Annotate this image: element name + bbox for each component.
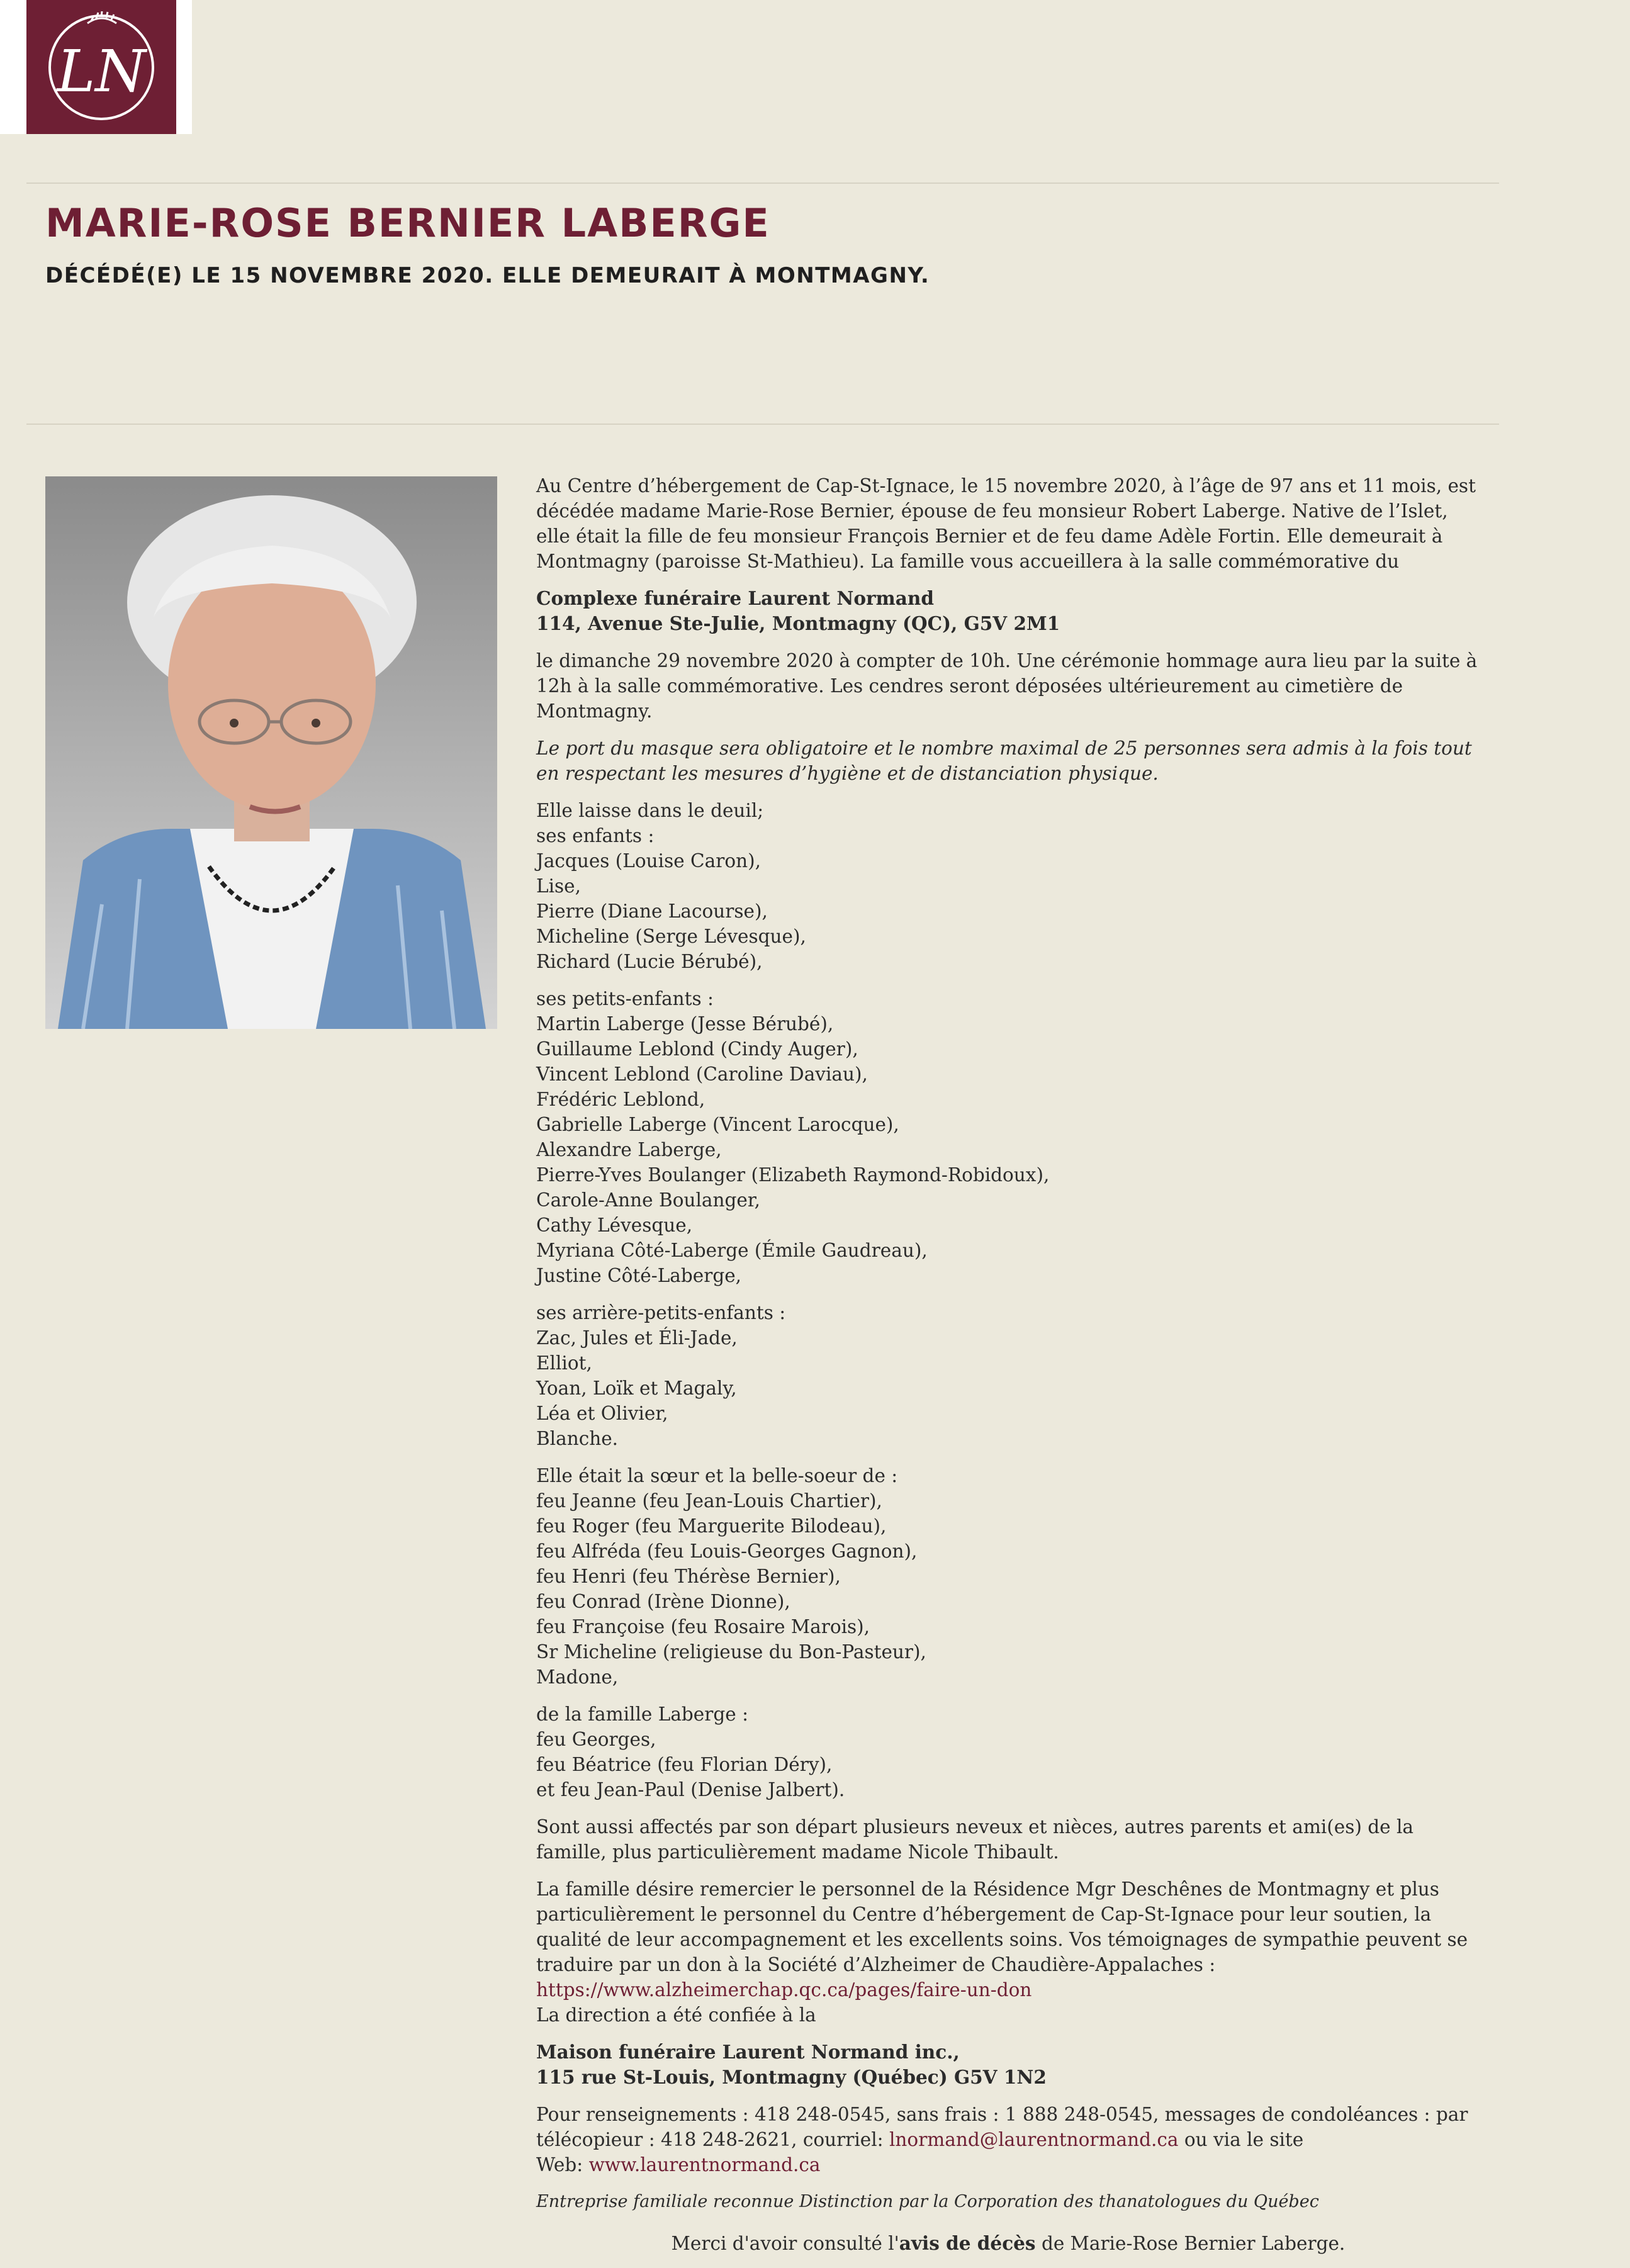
closing-suffix: de Marie-Rose Bernier Laberge. (1041, 2233, 1346, 2254)
list-item: feu Henri (feu Thérèse Bernier), (536, 1566, 841, 1587)
list-item: Léa et Olivier, (536, 1403, 668, 1424)
list-item: ses petits-enfants : (536, 988, 714, 1009)
page-title: MARIE-ROSE BERNIER LABERGE (45, 200, 770, 246)
funeral-home-block (536, 2040, 1480, 2090)
great-grandchildren-list (536, 1300, 1480, 1451)
list-item: Alexandre Laberge, (536, 1139, 722, 1160)
venue-address: 114, Avenue Ste-Julie, Montmagny (QC), G5V 2M1 (536, 612, 1060, 634)
section-divider (26, 424, 1499, 425)
contact-suffix: ou via le site (1184, 2129, 1304, 2150)
list-item: feu Alfréda (feu Louis-Georges Gagnon), (536, 1541, 918, 1562)
death-date-subtitle: DÉCÉDÉ(E) LE 15 NOVEMBRE 2020. ELLE DEMEURAIT À MONTMAGNY. (45, 263, 930, 288)
obituary-text (536, 473, 1480, 2268)
children-list (536, 798, 1480, 974)
list-item: Elle laisse dans le deuil; (536, 800, 764, 821)
venue-name: Complexe funéraire Laurent Normand (536, 587, 934, 609)
list-item: Vincent Leblond (Caroline Daviau), (536, 1064, 868, 1085)
list-item: feu Jeanne (feu Jean-Louis Chartier), (536, 1490, 882, 1512)
laberge-family-list (536, 1702, 1480, 1802)
list-item: Carole-Anne Boulanger, (536, 1189, 761, 1211)
thanks-text: La famille désire remercier le personnel de la Résidence Mgr Deschênes de Montmagny et plus particulièrement le personnel du Centre d’hébergement de Cap-St-Ignace pour leur soutien, la qualité de leur accompagnement et les excellents soins. Vos témoignages de sympathie peuvent se traduire par un don à la Société d’Alzheimer de Chaudière-Appalaches : (536, 1878, 1468, 1975)
list-item: Gabrielle Laberge (Vincent Larocque), (536, 1114, 899, 1135)
list-item: Zac, Jules et Éli-Jade, (536, 1327, 738, 1349)
list-item: Elliot, (536, 1352, 592, 1374)
closing-prefix: Merci d'avoir consulté l' (671, 2233, 899, 2254)
donation-link[interactable]: https://www.alzheimerchap.qc.ca/pages/faire-un-don (536, 1979, 1032, 2001)
distinction-note: Entreprise familiale reconnue Distinction par la Corporation des thanatologues du Québec (536, 2192, 1319, 2211)
list-item: feu Béatrice (feu Florian Déry), (536, 1754, 833, 1775)
funeral-home-address: 115 rue St-Louis, Montmagny (Québec) G5V 1N2 (536, 2066, 1047, 2088)
ln-monogram-icon (38, 4, 164, 130)
list-item: Martin Laberge (Jesse Bérubé), (536, 1013, 834, 1035)
list-item: Yoan, Loïk et Magaly, (536, 1378, 737, 1399)
direction-line: La direction a été confiée à la (536, 2004, 816, 2026)
intro-paragraph: Au Centre d’hébergement de Cap-St-Ignace, le 15 novembre 2020, à l’âge de 97 ans et 11 mois, est décédée madame Marie-Rose Bernier, épouse de feu monsieur Robert Laberge. Native de l’Islet, elle était la fille de feu monsieur François Bernier et de feu dame Adèle Fortin. Elle demeurait à Montmagny (paroisse St-Mathieu). La famille vous accueillera à la salle commémorative du (536, 475, 1476, 572)
mask-notice: Le port du masque sera obligatoire et le nombre maximal de 25 personnes sera admis à la fois tout en respectant les mesures d’hygiène et de distanciation physique. (536, 738, 1472, 784)
email-link[interactable]: lnormand@laurentnormand.ca (889, 2129, 1179, 2150)
siblings-list (536, 1463, 1480, 1690)
grandchildren-list (536, 986, 1480, 1288)
deceased-portrait (45, 476, 497, 1029)
list-item: feu Conrad (Irène Dionne), (536, 1591, 790, 1612)
list-item: Elle était la sœur et la belle-soeur de : (536, 1465, 898, 1486)
site-logo[interactable] (26, 0, 176, 134)
list-item: ses arrière-petits-enfants : (536, 1302, 786, 1323)
list-item: Micheline (Serge Lévesque), (536, 926, 806, 947)
list-item: Lise, (536, 875, 581, 897)
list-item: feu Françoise (feu Rosaire Marois), (536, 1616, 870, 1637)
contact-text: Pour renseignements : 418 248-0545, sans frais : 1 888 248-0545, messages de condoléances : par télécopieur : 418 248-2621, courriel: (536, 2104, 1468, 2150)
contact-paragraph (536, 2102, 1480, 2177)
list-item: Jacques (Louise Caron), (536, 850, 761, 872)
list-item: Frédéric Leblond, (536, 1089, 705, 1110)
list-item: Richard (Lucie Bérubé), (536, 951, 763, 972)
closing-bold: avis de décès (899, 2232, 1036, 2254)
logo-text: LN (57, 37, 146, 105)
list-item: Cathy Lévesque, (536, 1215, 693, 1236)
list-item: Myriana Côté-Laberge (Émile Gaudreau), (536, 1240, 928, 1261)
funeral-home-name: Maison funéraire Laurent Normand inc., (536, 2041, 960, 2063)
list-item: et feu Jean-Paul (Denise Jalbert). (536, 1779, 845, 1800)
list-item: Guillaume Leblond (Cindy Auger), (536, 1038, 858, 1060)
portrait-illustration (45, 476, 497, 1029)
list-item: Pierre (Diane Lacourse), (536, 901, 768, 922)
venue-block (536, 586, 1480, 636)
list-item: de la famille Laberge : (536, 1704, 749, 1725)
list-item: feu Georges, (536, 1729, 656, 1750)
schedule-paragraph: le dimanche 29 novembre 2020 à compter de 10h. Une cérémonie hommage aura lieu par la suite à 12h à la salle commémorative. Les cendres seront déposées ultérieurement au cimetière de Montmagny. (536, 650, 1478, 722)
list-item: Justine Côté-Laberge, (536, 1265, 742, 1286)
also-affected-paragraph: Sont aussi affectés par son départ plusieurs neveux et nièces, autres parents et ami(es) de la famille, plus particulièrement madame Nicole Thibault. (536, 1816, 1414, 1863)
list-item: Madone, (536, 1666, 619, 1688)
list-item: Blanche. (536, 1428, 619, 1449)
closing-line (536, 2231, 1480, 2256)
list-item: Pierre-Yves Boulanger (Elizabeth Raymond-Robidoux), (536, 1164, 1050, 1186)
thanks-paragraph (536, 1877, 1480, 2028)
list-item: ses enfants : (536, 825, 655, 846)
web-label: Web: (536, 2154, 583, 2175)
website-link[interactable]: www.laurentnormand.ca (588, 2154, 821, 2175)
list-item: Sr Micheline (religieuse du Bon-Pasteur), (536, 1641, 926, 1663)
top-divider (26, 182, 1499, 184)
list-item: feu Roger (feu Marguerite Bilodeau), (536, 1515, 887, 1537)
